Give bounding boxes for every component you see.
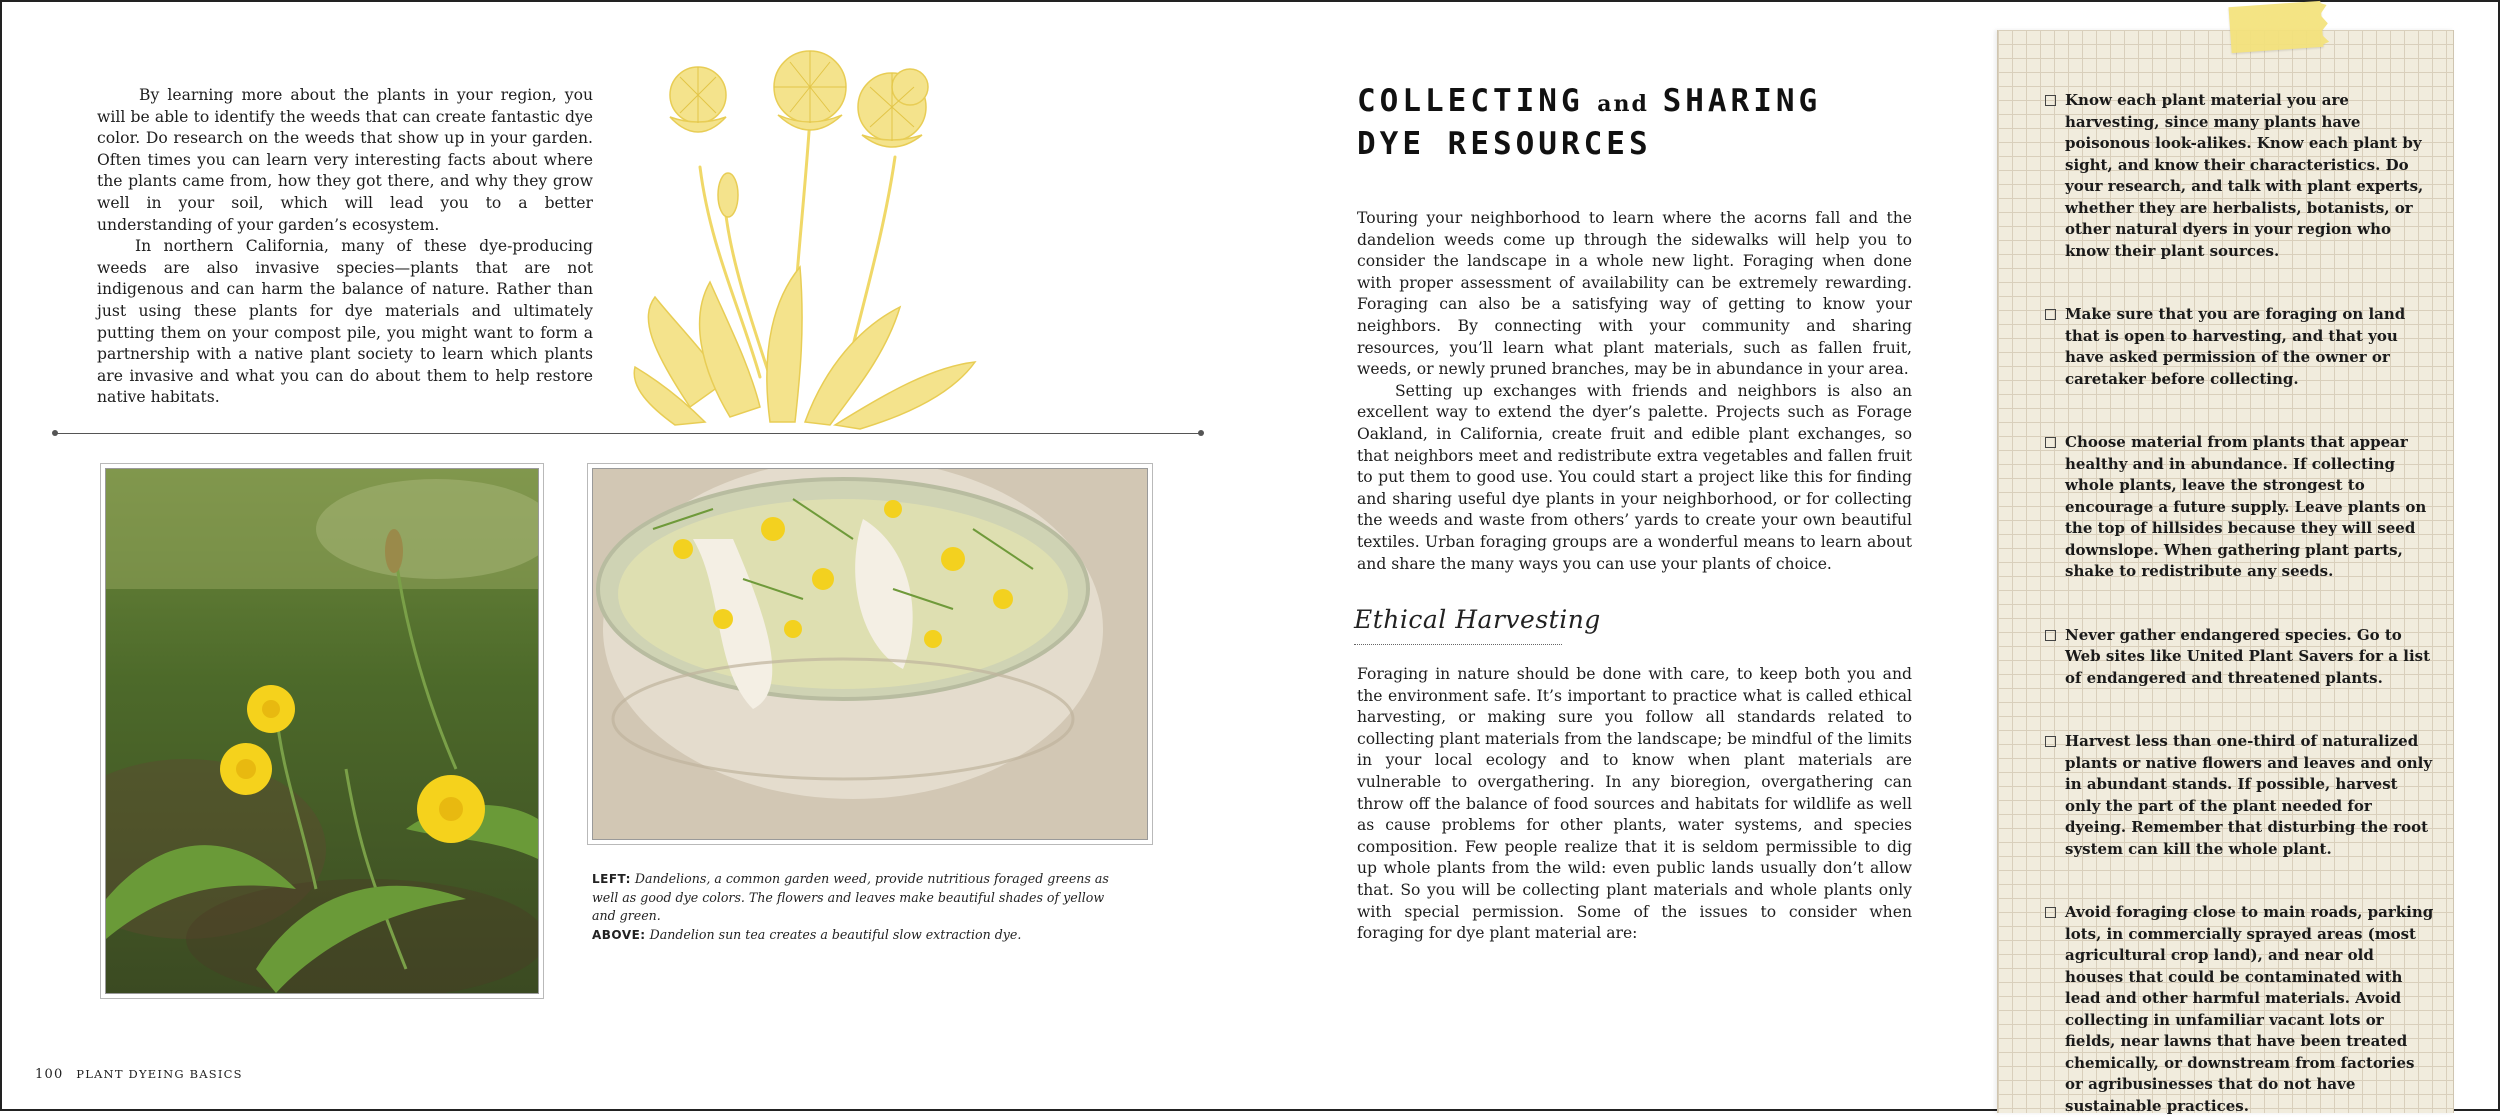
photo-caption bbox=[592, 870, 1112, 944]
foraging-checklist bbox=[2045, 90, 2435, 1117]
checkbox-icon bbox=[2045, 309, 2056, 320]
checklist-item-text: Never gather endangered species. Go to Web sites like United Plant Savers for a list of endangered and threatened plants. bbox=[2065, 625, 2431, 687]
dandelion-illustration bbox=[630, 47, 1040, 432]
page-number: 100 bbox=[35, 1067, 64, 1082]
tape-decoration bbox=[2229, 1, 2324, 53]
checkbox-icon bbox=[2045, 95, 2056, 106]
subhead-underline bbox=[1354, 644, 1562, 645]
checklist-item-text: Make sure that you are foraging on land that is open to harvesting, and that you have asked permission of the owner or caretaker before collecting. bbox=[2065, 305, 2406, 388]
checklist-item bbox=[2045, 432, 2435, 583]
horizontal-rule bbox=[54, 433, 1202, 434]
section-subhead: Ethical Harvesting bbox=[1354, 605, 1601, 634]
title-word-sharing: SHARING bbox=[1662, 83, 1822, 119]
checkbox-icon bbox=[2045, 437, 2056, 448]
checklist-item bbox=[2045, 731, 2435, 860]
title-word-collecting: COLLECTING bbox=[1357, 83, 1584, 119]
rule-end-dot bbox=[1198, 430, 1204, 436]
chapter-title bbox=[1357, 82, 1977, 168]
checklist-item bbox=[2045, 90, 2435, 262]
checklist-item-text: Choose material from plants that appear healthy and in abundance. If collecting whole plants, leave the strongest to encourage a future supply. Leave plants on the top of hillsides because they will seed downslope. When gathering plant parts, shake to redistribute any seeds. bbox=[2065, 433, 2427, 580]
checkbox-icon bbox=[2045, 736, 2056, 747]
ethical-paragraph: Foraging in nature should be done with care, to keep both you and the environment safe. It’s important to practice what is called ethical harvesting, or making sure you follow all standards related to collecting plant materials from the landscape; be mindful of the limits in your local ecology and to know when plant materials are vulnerable to overgathering. In any bioregion, overgathering can throw off the balance of food sources and habitats for wildlife as well as cause problems for other plants, water systems, and species composition. Few people realize that it is seldom permissible to dig up whole plants from the wild: even public lands usually don’t allow that. So you will be collecting plant materials and whole plants only with special permission. Some of the issues to consider when foraging for dye plant material are: bbox=[1357, 665, 1912, 943]
right-paragraph-1: Touring your neighborhood to learn where the acorns fall and the dandelion weeds come up through the sidewalks will help you to consider the landscape in a whole new light. Foraging when done with proper assessment of availability can be extremely rewarding. Foraging can also be a satisfying way of getting to know your neighbors. By connecting with your community and sharing resources, you’ll learn what plant materials, such as fallen fruit, weeds, or newly pruned branches, may be in abundance in your area. bbox=[1357, 209, 1912, 379]
dandelion-photo bbox=[105, 468, 539, 994]
checkbox-icon bbox=[2045, 630, 2056, 641]
checklist-item bbox=[2045, 304, 2435, 390]
left-paragraph-2: In northern California, many of these dye-producing weeds are also invasive species—plants that are not indigenous and can harm the balance of nature. Rather than just using these plants for dye materials and ultimately putting them on your compost pile, you might want to form a partnership with a native plant society to learn which plants are invasive and what you can do about them to help restore native habitats. bbox=[97, 237, 593, 407]
rule-end-dot bbox=[52, 430, 58, 436]
title-line-2: DYE RESOURCES bbox=[1357, 126, 1652, 162]
right-page-text bbox=[1357, 208, 1912, 575]
left-paragraph-1: By learning more about the plants in your region, you will be able to identify the weeds that can create fantastic dye color. Do research on the weeds that show up in your garden. Often times you can learn very interesting facts about where the plants came from, how they got there, and why they grow well in your soil, which will lead you to a better understanding of your garden’s ecosystem. bbox=[97, 86, 593, 234]
caption-above-label: ABOVE: bbox=[592, 927, 646, 942]
caption-left-text: Dandelions, a common garden weed, provide nutritious foraged greens as well as good dye colors. The flowers and leaves make beautiful shades of yellow and green. bbox=[592, 871, 1109, 923]
title-word-and: and bbox=[1597, 91, 1649, 117]
checklist-item-text: Know each plant material you are harvesting, since many plants have poisonous look-alikes. Know each plant by sight, and know their characteristics. Do your research, and talk with plant experts, whether they are herbalists, botanists, or other natural dyers in your region who know their plant sources. bbox=[2065, 91, 2424, 260]
caption-above-text: Dandelion sun tea creates a beautiful slow extraction dye. bbox=[649, 926, 1022, 942]
sun-tea-photo bbox=[592, 468, 1148, 840]
checklist-item-text: Harvest less than one-third of naturalized plants or native flowers and leaves and only in abundant stands. If possible, harvest only the part of the plant needed for dyeing. Remember that disturbing the root system can kill the whole plant. bbox=[2065, 732, 2433, 858]
caption-left-label: LEFT: bbox=[592, 872, 631, 886]
ethical-harvesting-text bbox=[1357, 664, 1912, 945]
left-page-text bbox=[97, 85, 593, 409]
checkbox-icon bbox=[2045, 907, 2056, 918]
checklist-item bbox=[2045, 902, 2435, 1117]
checklist-item bbox=[2045, 625, 2435, 690]
checklist-item-text: Avoid foraging close to main roads, parking lots, in commercially sprayed areas (most agricultural crop land), and near old houses that could be contaminated with lead and other harmful materials. Avoid collecting in unfamiliar vacant lots or fields, near lawns that have been treated chemically, or downstream from factories or agribusinesses that do not have sustainable practices. bbox=[2065, 903, 2434, 1115]
right-paragraph-2: Setting up exchanges with friends and neighbors is also an excellent way to extend the dyer’s palette. Projects such as Forage Oakland, in California, create fruit and edible plant exchanges, so that neighbors meet and redistribute extra vegetables and fallen fruit to put them to good use. You could start a project like this for finding and sharing useful dye plants in your neighborhood, or for collecting the weeds and waste from others’ yards to create your own beautiful textiles. Urban foraging groups are a wonderful means to learn about and share the many ways you can use your plants of choice. bbox=[1357, 381, 1912, 573]
running-head: PLANT DYEING BASICS bbox=[76, 1067, 243, 1081]
page-folio bbox=[35, 1067, 243, 1082]
